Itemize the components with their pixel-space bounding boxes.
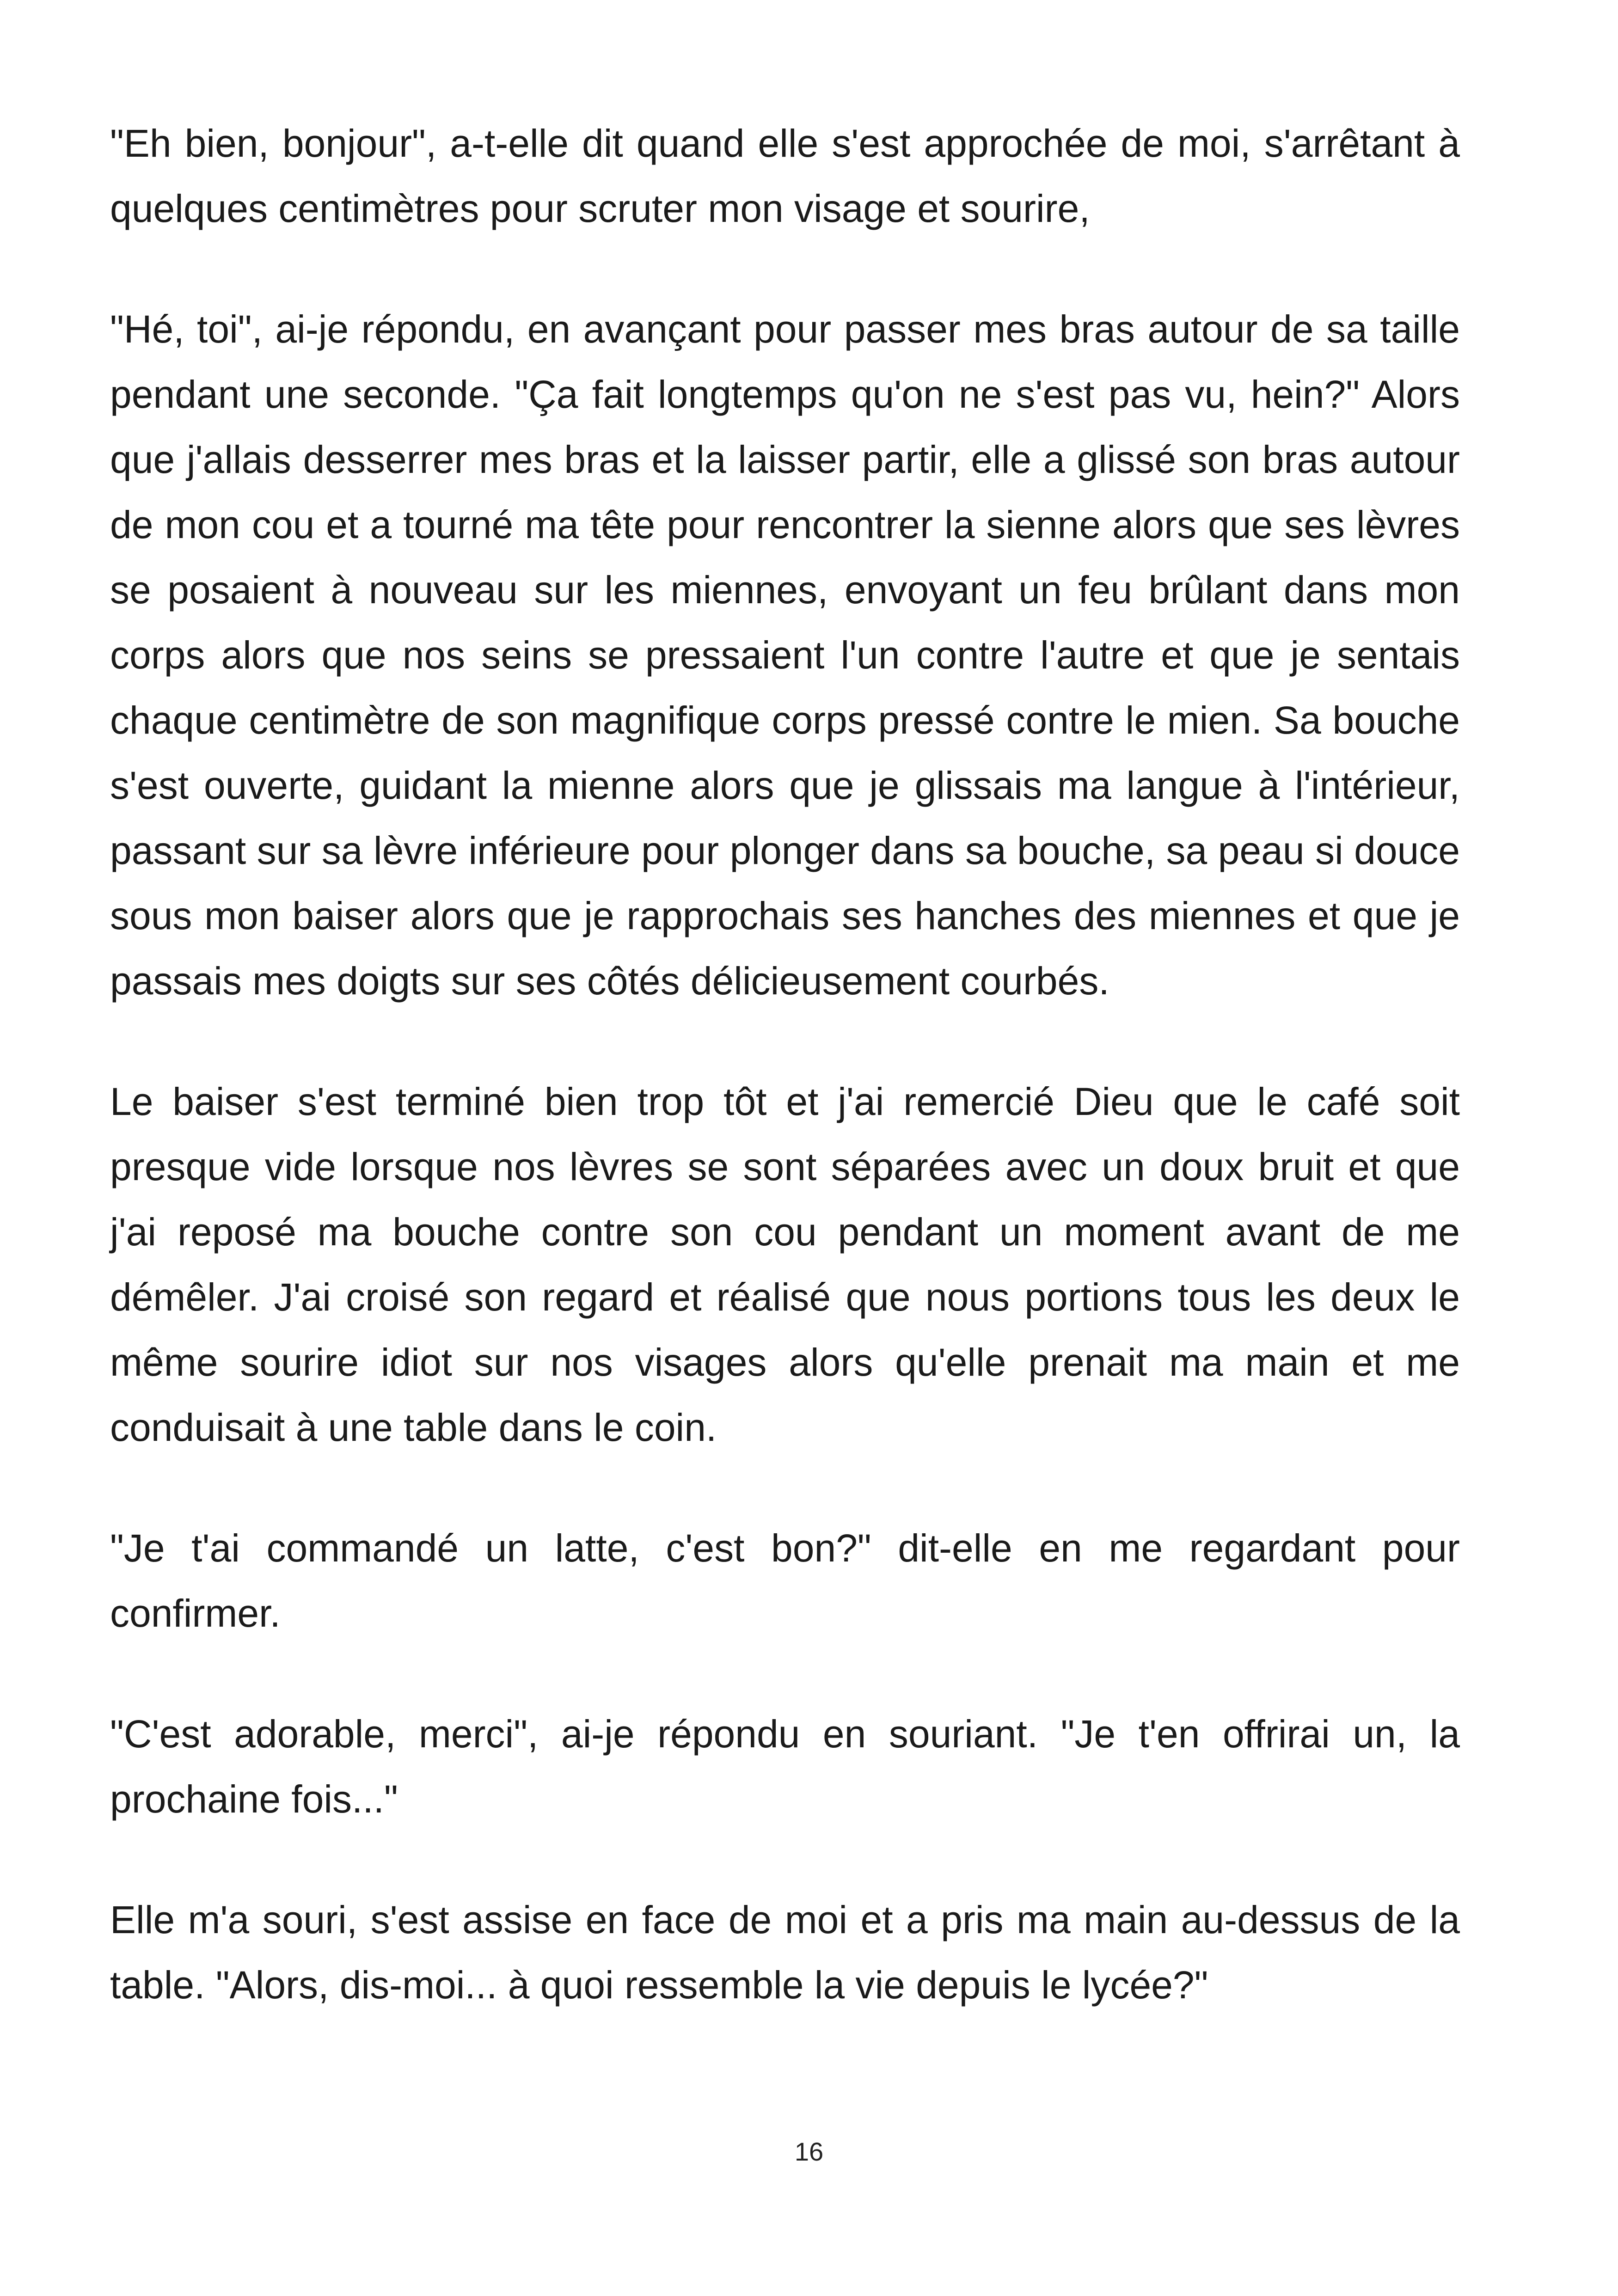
paragraph-1: "Eh bien, bonjour", a-t-elle dit quand elle s'est approchée de moi, s'arrêtant à quelques centimètres pour scruter mon visage et sourire, bbox=[110, 122, 1460, 230]
document-page bbox=[110, 111, 1460, 2073]
paragraph-5: "C'est adorable, merci", ai-je répondu en souriant. "Je t'en offrirai un, la prochaine fois..." bbox=[110, 1712, 1460, 1821]
paragraph-6: Elle m'a souri, s'est assise en face de moi et a pris ma main au-dessus de la table. "Alors, dis-moi... à quoi ressemble la vie depuis le lycée?" bbox=[110, 1898, 1460, 2007]
paragraph-4: "Je t'ai commandé un latte, c'est bon?" dit-elle en me regardant pour confirmer. bbox=[110, 1526, 1460, 1635]
paragraph-2: "Hé, toi", ai-je répondu, en avançant pour passer mes bras autour de sa taille pendant une seconde. "Ça fait longtemps qu'on ne s'est pas vu, hein?" Alors que j'allais desserrer mes bras et la laisser partir, elle a glissé son bras autour de mon cou et a tourné ma tête pour rencontrer la sienne alors que ses lèvres se posaient à nouveau sur les miennes, envoyant un feu brûlant dans mon corps alors que nos seins se pressaient l'un contre l'autre et que je sentais chaque centimètre de son magnifique corps pressé contre le mien. Sa bouche s'est ouverte, guidant la mienne alors que je glissais ma langue à l'intérieur, passant sur sa lèvre inférieure pour plonger dans sa bouche, sa peau si douce sous mon baiser alors que je rapprochais ses hanches des miennes et que je passais mes doigts sur ses côtés délicieusement courbés. bbox=[110, 307, 1460, 1003]
paragraph-3: Le baiser s'est terminé bien trop tôt et j'ai remercié Dieu que le café soit presque vide lorsque nos lèvres se sont séparées avec un doux bruit et que j'ai reposé ma bouche contre son cou pendant un moment avant de me démêler. J'ai croisé son regard et réalisé que nous portions tous les deux le même sourire idiot sur nos visages alors qu'elle prenait ma main et me conduisait à une table dans le coin. bbox=[110, 1080, 1460, 1449]
page-number: 16 bbox=[794, 2137, 824, 2166]
